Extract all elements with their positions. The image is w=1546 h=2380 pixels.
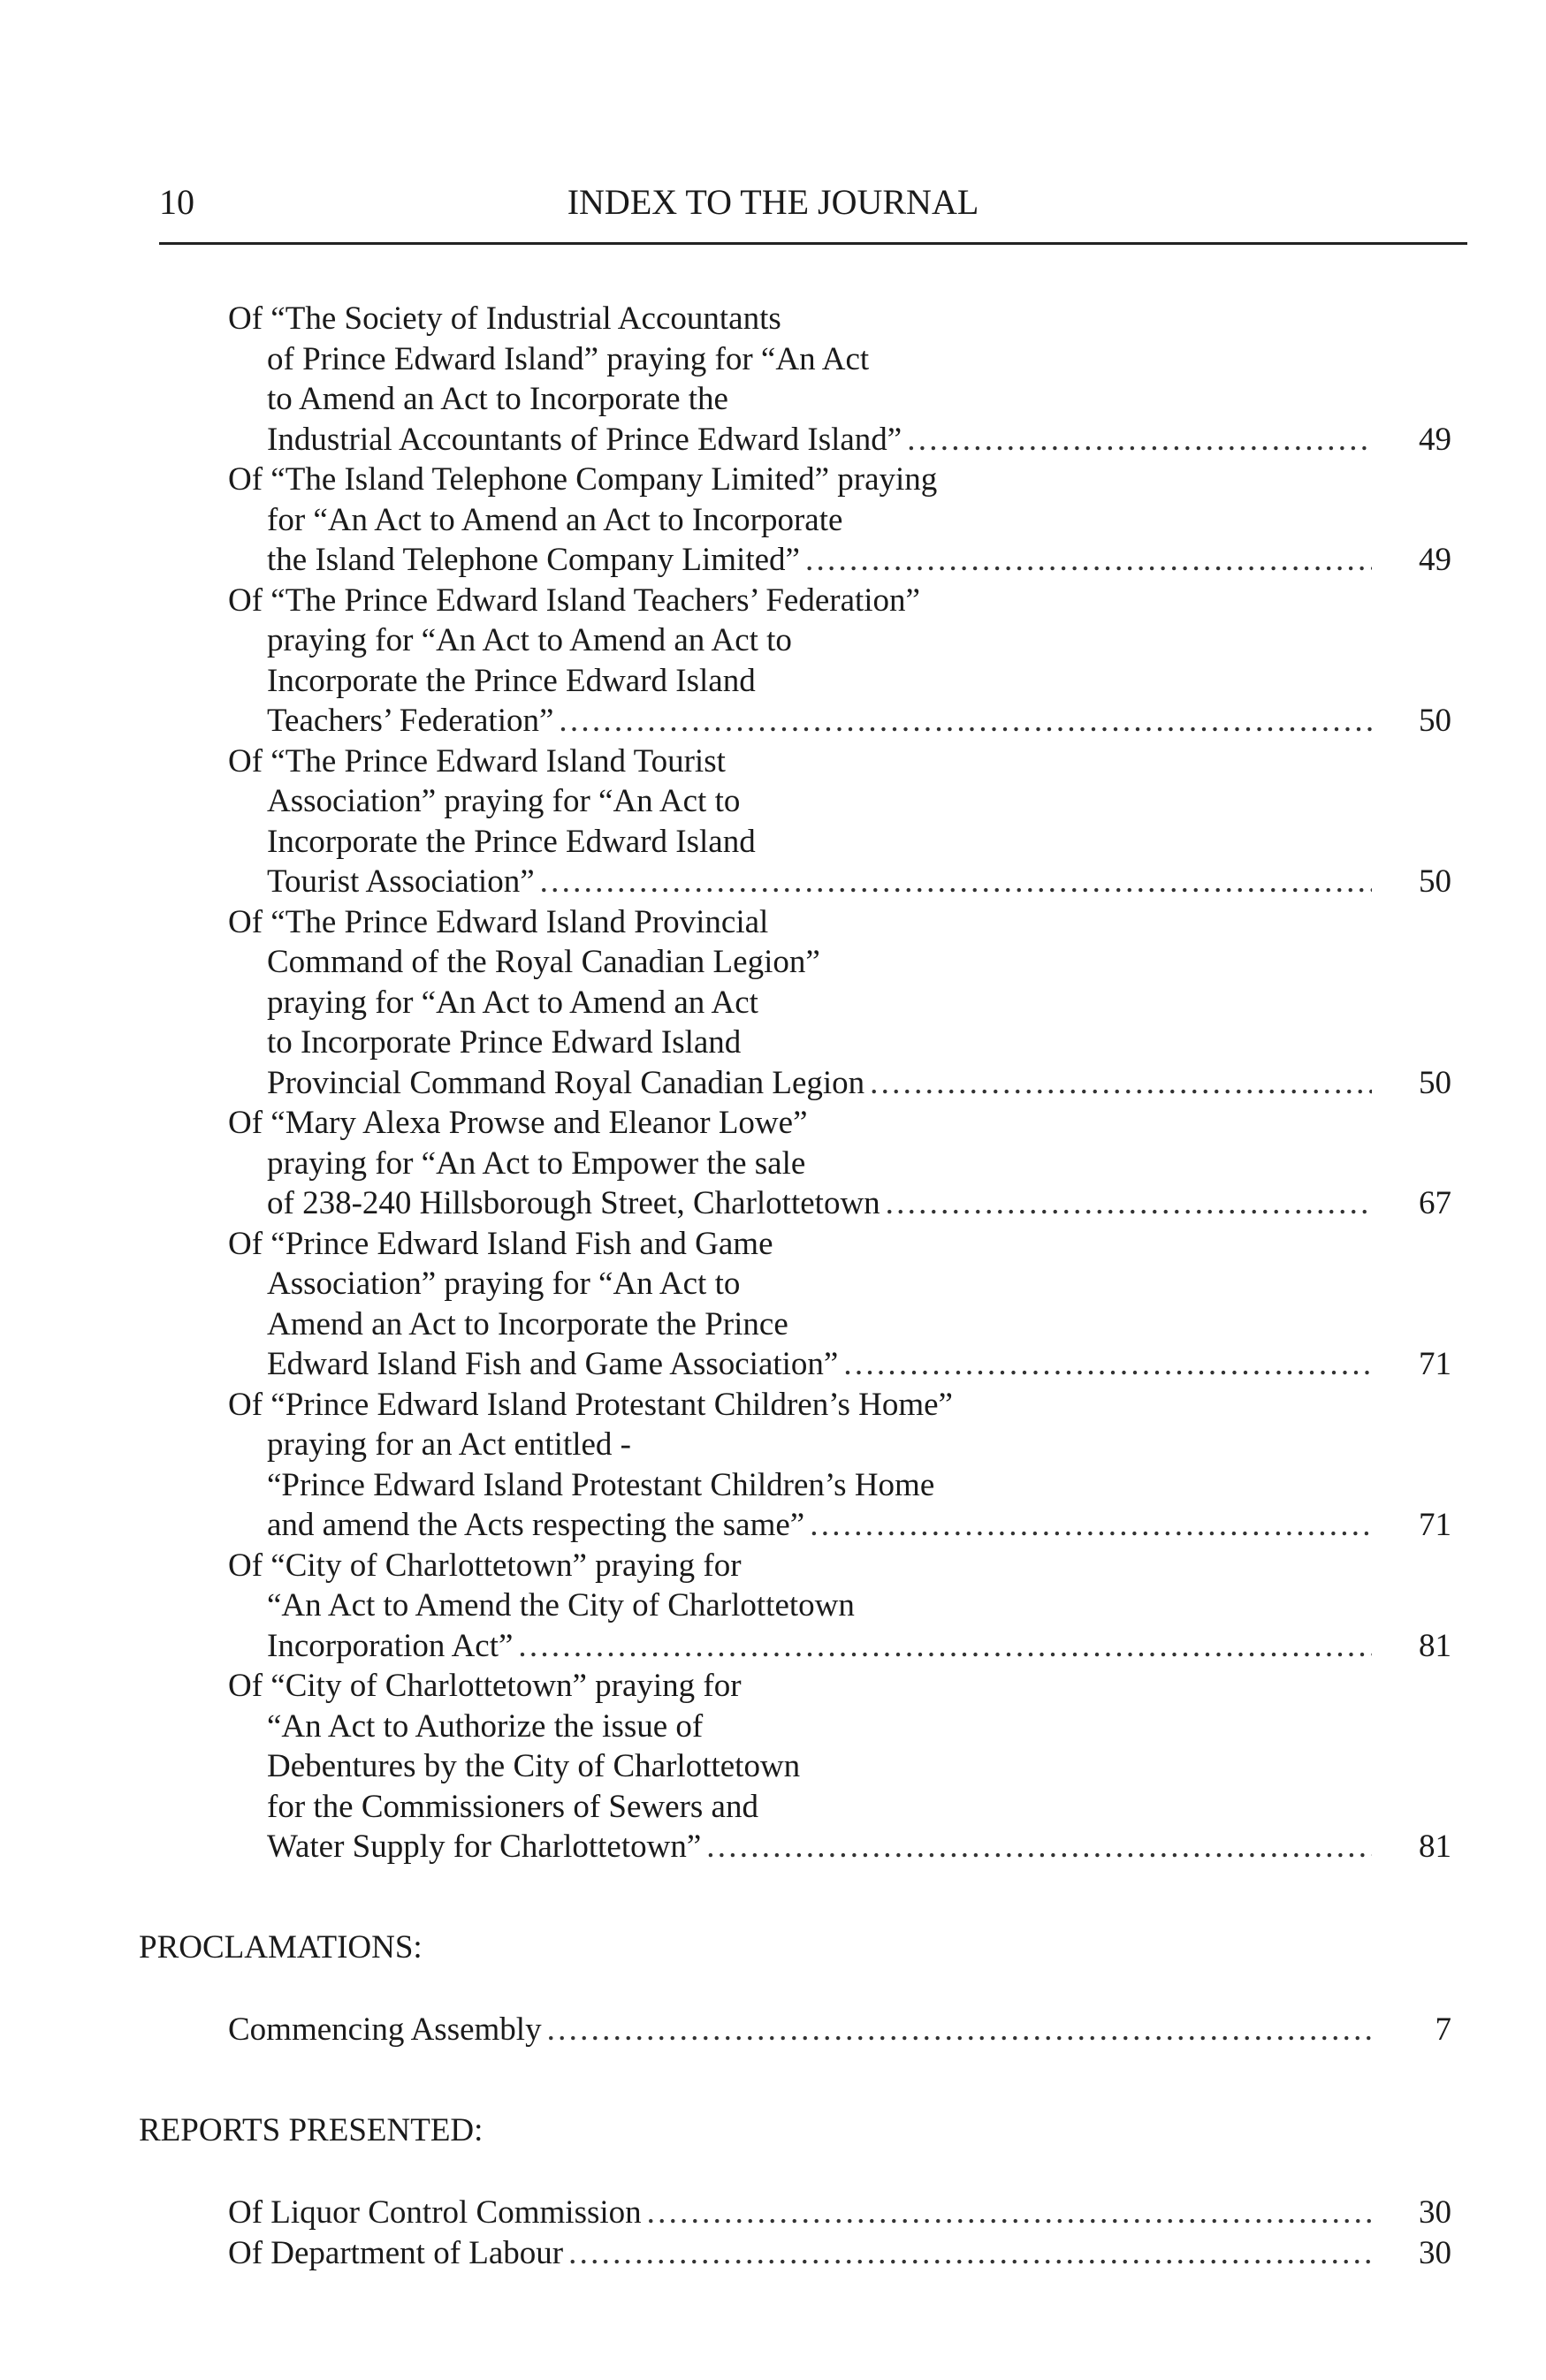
entry-line: “An Act to Amend the City of Charlottetown [267,1587,855,1623]
entry-line: praying for “An Act to Amend an Act to [267,622,792,658]
index-entry [0,902,1451,1104]
entry-line: Industrial Accountants of Prince Edward Island” [267,421,902,458]
index-entry [0,581,1451,741]
entry-line: Association” praying for “An Act to [267,1266,741,1302]
page-reference: 49 [1419,421,1451,458]
entry-line: Of “Mary Alexa Prowse and Eleanor Lowe” [228,1105,808,1141]
index-entry [0,2010,1451,2050]
index-entry [0,299,1451,460]
entry-line: to Amend an Act to Incorporate the [267,381,728,417]
index-content [0,299,1546,2273]
entry-line: Of “The Prince Edward Island Provincial [228,903,769,940]
entry-line: praying for “An Act to Empower the sale [267,1144,806,1182]
entry-line: Of “City of Charlottetown” praying for [228,1547,742,1584]
entry-line: of 238-240 Hillsborough Street, Charlottetown [267,1185,880,1221]
entry-line: praying for an Act entitled - [267,1426,632,1463]
page-reference: 71 [1419,1346,1451,1382]
dot-leader [810,1505,1372,1546]
entry-line: Edward Island Fish and Game Association” [267,1346,839,1382]
entry-line: Of “Prince Edward Island Protestant Children’s Home” [228,1386,953,1423]
reports-list [0,2193,1546,2273]
dot-leader [805,540,1372,581]
dot-leader [907,420,1372,460]
dot-leader [870,1063,1372,1104]
entry-line: Association” praying for “An Act to [267,783,741,819]
entry-line: Of “City of Charlottetown” praying for [228,1668,742,1704]
entry-line: for the Commissioners of Sewers and [267,1788,758,1825]
dot-leader [647,2193,1372,2233]
index-entry [0,2193,1451,2233]
entry-line: Water Supply for Charlottetown” [267,1829,702,1865]
entry-line: Of Department of Labour [228,2234,564,2271]
entry-line: Incorporate the Prince Edward Island [267,662,756,699]
dot-leader [540,862,1372,902]
entry-line: Amend an Act to Incorporate the Prince [267,1305,788,1342]
entry-line: Of “The Prince Edward Island Teachers’ Federation” [228,582,920,619]
entry-line: the Island Telephone Company Limited” [267,542,800,578]
index-entry [0,1385,1451,1546]
section-heading-reports: REPORTS PRESENTED: [139,2111,484,2148]
proclamations-list [0,2010,1546,2050]
entry-line: “Prince Edward Island Protestant Children’s Home [267,1466,935,1503]
page-reference: 30 [1419,2234,1451,2271]
dot-leader [559,701,1372,741]
entry-line: Of “The Prince Edward Island Tourist [228,742,726,779]
entry-line: Debentures by the City of Charlottetown [267,1748,801,1784]
page-reference: 49 [1419,542,1451,578]
dot-leader [518,1626,1372,1667]
entry-line: praying for “An Act to Amend an Act [267,984,758,1021]
dot-leader [886,1183,1372,1224]
dot-leader [706,1827,1372,1867]
page-reference: 7 [1435,2011,1451,2048]
entry-line: Command of the Royal Canadian Legion” [267,944,820,980]
entry-line: Of “The Island Telephone Company Limited” praying [228,461,938,498]
index-entry [0,1546,1451,1667]
page-reference: 30 [1419,2194,1451,2231]
page-reference: 81 [1419,1627,1451,1664]
page-reference: 50 [1419,1064,1451,1101]
entry-line: Of Liquor Control Commission [228,2194,642,2231]
index-entry [0,1103,1451,1224]
entry-line: Provincial Command Royal Canadian Legion [267,1064,865,1101]
index-entry [0,1224,1451,1385]
index-entry [0,741,1451,902]
entry-line: Commencing Assembly [228,2011,542,2048]
index-entry [0,1666,1451,1867]
dot-leader [843,1344,1372,1385]
page-reference: 71 [1419,1507,1451,1543]
entry-line: to Incorporate Prince Edward Island [267,1024,742,1061]
petitions-list [0,299,1546,1867]
dot-leader [568,2233,1372,2274]
entry-line: of Prince Edward Island” praying for “An Act [267,340,870,377]
entry-line: Teachers’ Federation” [267,703,554,739]
running-title: INDEX TO THE JOURNAL [567,182,979,222]
entry-line: Incorporation Act” [267,1627,514,1664]
entry-line: for “An Act to Amend an Act to Incorporate [267,501,843,538]
entry-line: Incorporate the Prince Edward Island [267,823,756,860]
header-rule [159,242,1467,245]
entry-line: and amend the Acts respecting the same” [267,1507,805,1543]
entry-line: Of “Prince Edward Island Fish and Game [228,1225,773,1262]
section-heading-proclamations: PROCLAMATIONS: [139,1928,423,1966]
page-reference: 67 [1419,1185,1451,1221]
entry-line: Tourist Association” [267,863,535,900]
page-number: 10 [159,182,194,222]
entry-line: Of “The Society of Industrial Accountants [228,300,781,337]
page-reference: 81 [1419,1829,1451,1865]
dot-leader [547,2010,1372,2050]
page-reference: 50 [1419,863,1451,900]
entry-line: “An Act to Authorize the issue of [267,1707,704,1745]
index-entry [0,460,1451,581]
index-entry [0,2233,1451,2274]
page-reference: 50 [1419,703,1451,739]
